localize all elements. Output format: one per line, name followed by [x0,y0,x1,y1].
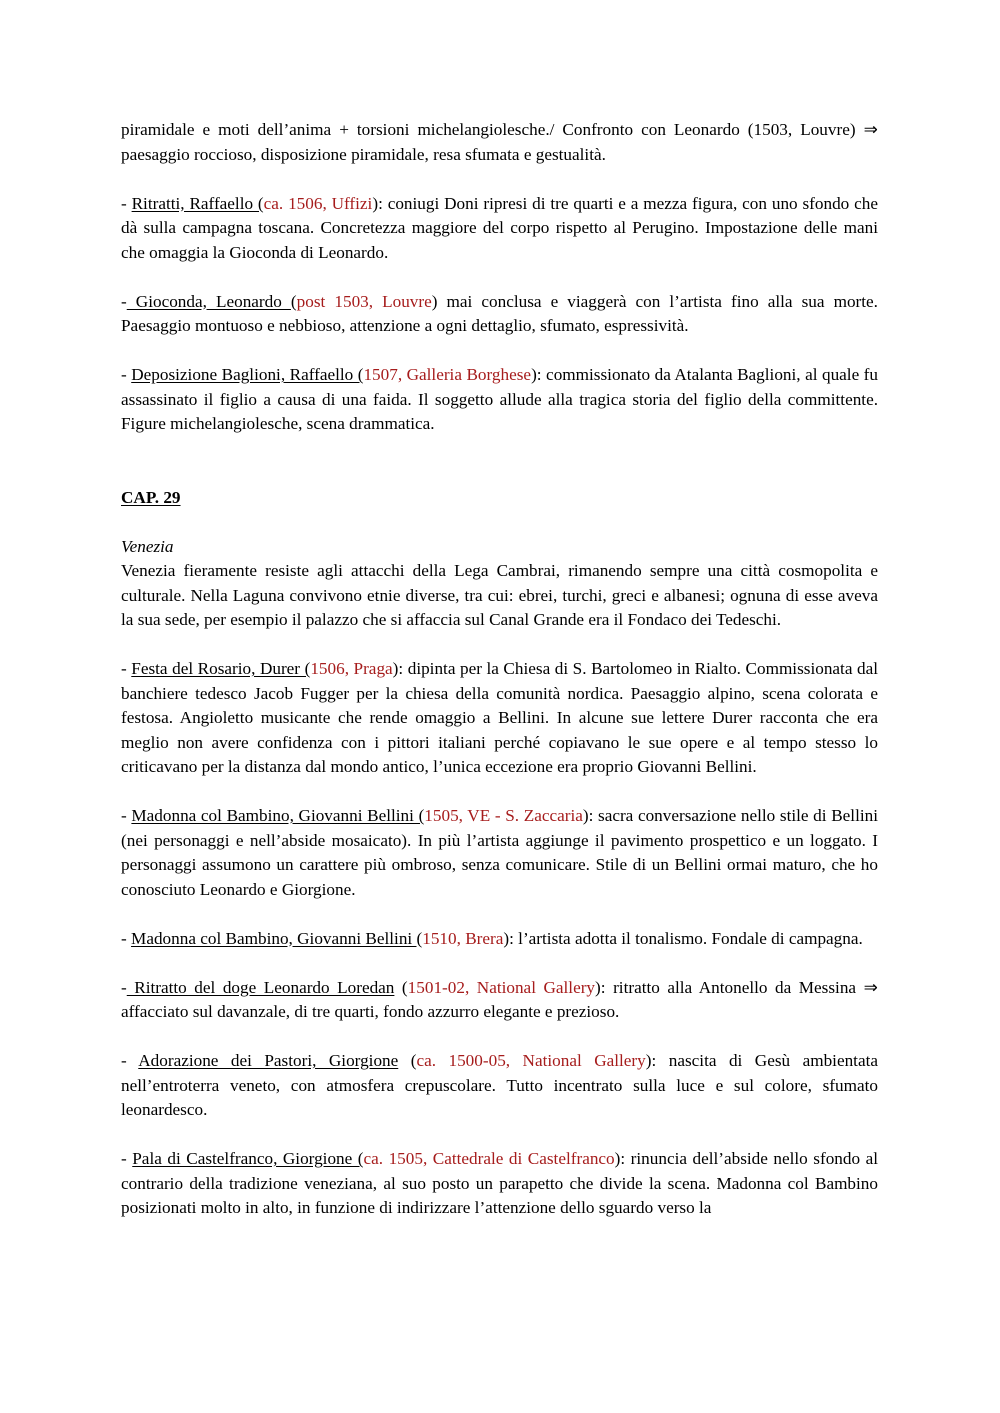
entry-title: Madonna col Bambino, Giovanni Bellini [131,928,417,948]
chapter-heading: CAP. 29 [121,487,181,507]
entry-prefix: - [121,659,132,678]
entry-close: ) [431,291,438,311]
entry-prefix: - [121,365,132,384]
document-page [121,118,878,1245]
entry-open: ( [398,1051,417,1070]
entry-description: : commissionato da Atalanta Baglioni, al quale fu assassinato il figlio a causa di una faida. Il soggetto allude alla tragica storia del figlio della committente. Figure michelangiolesche, scena drammatica. [121,365,878,433]
entry-ritratto-loredan [121,976,878,1025]
entry-title: Ritratto del doge Leonardo Loredan [126,977,395,997]
entry-title: Festa del Rosario, Durer ( [131,659,311,678]
entry-info: 1510, Brera [422,928,504,948]
entry-description: : nascita di Gesù ambientata nell’entroterra veneto, con atmosfera crepuscolare. Tutto incentrato sulla luce e sul colore, sfumato leonardesco. [121,1051,878,1119]
entry-prefix: - [121,928,132,948]
entry-open: ( [290,291,297,311]
entry-description: : sacra conversazione nello stile di Bellini (nei personaggi e nell’abside mosaicato). In più l’artista aggiunge il pavimento prospettico e un loggato. I personaggi assumono un carattere più ombroso, senza comunicare. Stile di un Bellini ormai maturo, che ho conosciuto Leonardo e Giorgione. [121,806,878,899]
entry-title: Madonna col Bambino, Giovanni Bellini ( [131,806,425,825]
entry-title: Gioconda, Leonardo [126,291,291,311]
entry-deposizione-baglioni [121,363,878,437]
entry-open: ( [394,977,408,997]
entry-info: ca. 1506, Uffizi [263,193,373,213]
entry-info: 1507, Galleria Borghese [363,365,532,384]
entry-prefix: - [121,806,132,825]
entry-close: ) [645,1051,652,1070]
entry-close: ) [595,977,601,997]
entry-description: : coniugi Doni ripresi di tre quarti e a mezza figura, con uno sfondo che dà sulla campagna toscana. Concretezza maggiore del corpo rispetto al Perugino. Impostazione delle mani che omaggia la Gioconda di Leonardo. [121,193,878,262]
entry-title: Ritratti, Raffaello ( [131,193,264,213]
entry-description: : l’artista adotta il tonalismo. Fondale di campagna. [509,928,863,948]
entry-info: 1506, Praga [310,659,393,678]
section-text: Venezia fieramente resiste agli attacchi della Lega Cambrai, rimanendo sempre una città cosmopolita e culturale. Nella Laguna convivono etnie diverse, tra cui: ebrei, turchi, greci e albanesi; ognuna di esse aveva la sua sede, per esempio il palazzo che si affaccia sul Canal Grande era il Fondaco dei Tedeschi. [121,561,878,629]
entry-info: ca. 1505, Cattedrale di Castelfranco [363,1149,615,1168]
entry-festa-del-rosario [121,657,878,780]
entry-description: : ritratto alla Antonello da Messina ⇒ affacciato sul davanzale, di tre quarti, fondo azzurro elegante e prezioso. [121,977,878,1021]
chapter-intro [121,535,878,633]
entry-description: mai conclusa e viaggerà con l’artista fino alla sua morte. Paesaggio montuoso e nebbioso, attenzione a ogni dettaglio, sfumato, espressività. [121,291,878,335]
entry-ritratti-raffaello [121,192,878,266]
entry-close: ) [582,806,589,825]
entry-madonna-bellini-brera [121,927,878,952]
entry-info: 1501-02, National Gallery [407,977,596,997]
entry-prefix: - [121,1051,139,1070]
entry-close: ) [372,193,379,213]
entry-title: Adorazione dei Pastori, Giorgione [138,1051,399,1070]
entry-title: Pala di Castelfranco, Giorgione ( [132,1149,364,1168]
entry-prefix: - [121,291,127,311]
entry-prefix: - [121,193,132,213]
entry-close: ) [392,659,399,678]
entry-gioconda-leonardo [121,290,878,339]
entry-close: ) [531,365,537,384]
spacer [121,461,878,486]
entry-open: ( [416,928,423,948]
entry-info: 1505, VE - S. Zaccaria [424,806,583,825]
entry-description: : rinuncia dell’abside nello sfondo al contrario della tradizione veneziana, al suo posto un parapetto che divide la scena. Madonna col Bambino posizionati molto in alto, in funzione di indirizzare l’attenzione dello sguardo verso la [121,1149,878,1217]
entry-info: post 1503, Louvre [296,291,432,311]
entry-pala-castelfranco [121,1147,878,1221]
entry-adorazione-pastori [121,1049,878,1123]
entry-info: ca. 1500-05, National Gallery [416,1051,646,1070]
entry-title: Deposizione Baglioni, Raffaello ( [131,365,364,384]
entry-description: : dipinta per la Chiesa di S. Bartolomeo in Rialto. Commissionata dal banchiere tedesco Jacob Fugger per la chiesa della comunità nordica. Paesaggio alpino, scena colorata e festosa. Angioletto musicante che rende omaggio a Bellini. In alcune sue lettere Durer racconta che era meglio non avere confidenza con i pittori italiani perché copiavano le sue opere e al tempo stesso lo criticavano per la distanza dal mondo antico, l’unica eccezione era proprio Giovanni Bellini. [121,659,879,776]
entry-madonna-bellini-zaccaria [121,804,878,902]
entry-close: ) [503,928,510,948]
entry-close: ) [614,1149,621,1168]
section-subtitle: Venezia [121,536,174,556]
entry-prefix: - [121,1149,133,1168]
entry-prefix: - [121,977,127,997]
intro-paragraph: piramidale e moti dell’anima + torsioni michelangiolesche./ Confronto con Leonardo (1503, Louvre) ⇒ paesaggio roccioso, disposizione piramidale, resa sfumata e gestualità. [121,120,878,164]
